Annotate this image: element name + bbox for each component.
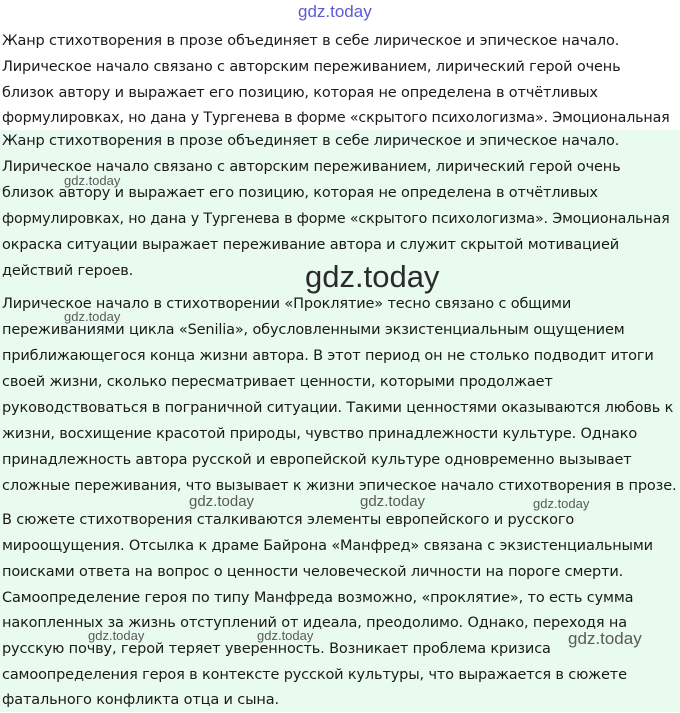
text-line: своей жизни, сколько пересматривает ценности, которыми продолжает (2, 374, 553, 390)
watermark: gdz.today (189, 493, 255, 510)
text-line: накопленных за жизнь отступлений от идеала, преодолимо. Однако, переходя на (2, 615, 627, 631)
text-line: сложные переживания, что вызывает к жизни эпическое начало стихотворения в прозе. (2, 478, 677, 494)
text-line: близок автору и выражает его позицию, которая не определена в отчётливых (2, 85, 598, 101)
watermark-top: gdz.today (298, 2, 372, 21)
text-line: В сюжете стихотворения сталкиваются элементы европейского и русского (2, 512, 575, 528)
text-line: фатального конфликта отца и сына. (2, 692, 279, 708)
text-line: Лирическое начало связано с авторским переживанием, лирический герой очень (2, 159, 621, 175)
text-line: принадлежность автора русской и европейской культуре одновременно вызывает (2, 452, 632, 468)
text-line: поисками ответа на вопрос о ценности человеческой личности на пороге смерти. (2, 564, 624, 580)
text-line: жизни, восхищение красотой природы, чувство принадлежности культуре. Однако (2, 426, 638, 442)
text-line: переживаниями цикла «Senilia», обусловленными экзистенциальным ощущением (2, 322, 625, 338)
watermark: gdz.today (88, 628, 145, 643)
text-line: близок автору и выражает его позицию, которая не определена в отчётливых (2, 185, 598, 201)
text-line: действий героев. (2, 263, 134, 279)
text-line: окраска ситуации выражает переживание автора и служит скрытой мотивацией (2, 237, 619, 253)
text-line: Жанр стихотворения в прозе объединяет в себе лирическое и эпическое начало. (2, 33, 620, 49)
watermark: gdz.today (64, 173, 121, 188)
text-line: Лирическое начало связано с авторским переживанием, лирический герой очень (2, 59, 621, 75)
text-line: руководствоваться в пограничной ситуации. Такими ценностями оказываются любовь к (2, 400, 674, 416)
text-line: русскую почву, герой теряет уверенность. Возникает проблема кризиса (2, 641, 551, 657)
text-line: формулировках, но дана у Тургенева в форме «скрытого психологизма». Эмоциональная (2, 110, 670, 126)
watermark: gdz.today (360, 493, 426, 510)
watermark: gdz.today (64, 309, 121, 324)
watermark-large: gdz.today (305, 259, 440, 294)
watermark: gdz.today (257, 628, 314, 643)
watermark: gdz.today (533, 496, 590, 511)
text-line: приближающегося конца жизни автора. В этот период он не столько подводит итоги (2, 348, 654, 364)
watermark: gdz.today (568, 629, 642, 648)
text-line: мироощущения. Отсылка к драме Байрона «Манфред» связана с экзистенциальными (2, 538, 653, 554)
text-line: самоопределения героя в контексте русской культуры, что выражается в сюжете (2, 667, 627, 683)
text-line: формулировках, но дана у Тургенева в форме «скрытого психологизма». Эмоциональная (2, 211, 670, 227)
text-line: Самоопределение героя по типу Манфреда возможно, «проклятие», то есть сумма (2, 590, 634, 606)
text-line: Лирическое начало в стихотворении «Проклятие» тесно связано с общими (2, 296, 572, 312)
text-line: Жанр стихотворения в прозе объединяет в себе лирическое и эпическое начало. (2, 133, 620, 149)
